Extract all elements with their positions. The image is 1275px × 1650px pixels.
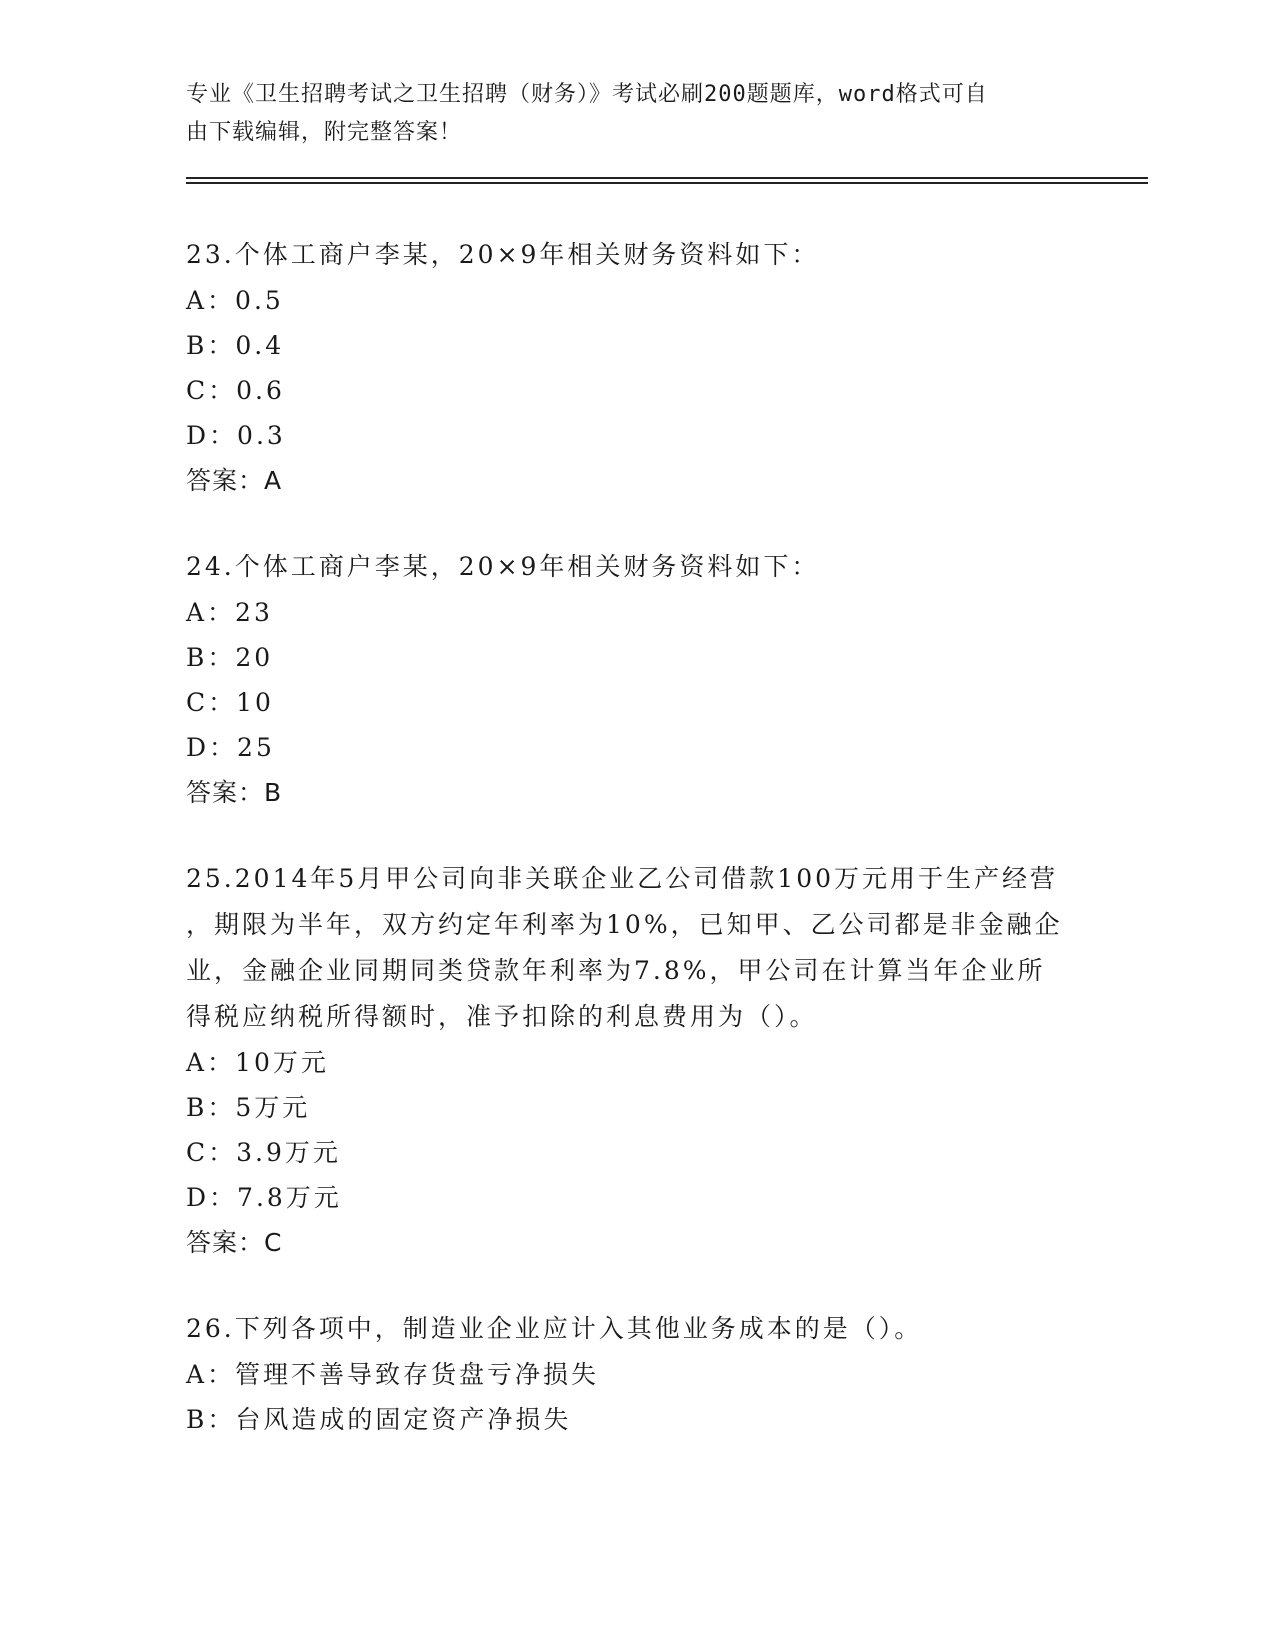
option-b: B：5万元 (186, 1093, 311, 1122)
answer-line: 答案：A (186, 466, 283, 495)
option-a: A：10万元 (186, 1048, 329, 1077)
option-c: C：0.6 (186, 376, 285, 405)
question-stem: 24.个体工商户李某，20×9年相关财务资料如下： (186, 552, 820, 581)
header-line-1: 专业《卫生招聘考试之卫生招聘（财务）》考试必刷200题题库，word格式可自 (186, 82, 988, 107)
question-25 (186, 856, 1086, 1266)
answer-line: 答案：B (186, 778, 283, 807)
header-line-2: 由下载编辑，附完整答案！ (186, 120, 463, 145)
option-c: C：3.9万元 (186, 1138, 341, 1167)
document-header (186, 76, 1066, 152)
option-b: B：0.4 (186, 331, 285, 360)
option-b: B：20 (186, 643, 274, 672)
question-stem: 23.个体工商户李某，20×9年相关财务资料如下： (186, 240, 820, 269)
question-23 (186, 232, 1086, 504)
question-stem: 26.下列各项中，制造业企业应计入其他业务成本的是（）。 (186, 1314, 923, 1343)
option-d: D：25 (186, 733, 275, 762)
question-stem-line-3: 业，金融企业同期同类贷款年利率为7.8%，甲公司在计算当年企业所 (186, 956, 1046, 985)
option-a: A：0.5 (186, 286, 284, 315)
header-divider-top (186, 177, 1148, 179)
question-26 (186, 1306, 1086, 1442)
option-d: D：0.3 (186, 421, 286, 450)
option-c: C：10 (186, 688, 274, 717)
question-stem-line-4: 得税应纳税所得额时，准予扣除的利息费用为（）。 (186, 1002, 818, 1031)
question-list (186, 232, 1086, 1482)
option-a: A：23 (186, 598, 273, 627)
option-d: D：7.8万元 (186, 1183, 342, 1212)
question-24 (186, 544, 1086, 816)
question-stem-line-2: ，期限为半年，双方约定年利率为10%，已知甲、乙公司都是非金融企 (186, 910, 1063, 939)
option-b: B：台风造成的固定资产净损失 (186, 1405, 572, 1434)
answer-line: 答案：C (186, 1228, 283, 1257)
option-a: A：管理不善导致存货盘亏净损失 (186, 1360, 600, 1389)
question-stem-line-1: 25.2014年5月甲公司向非关联企业乙公司借款100万元用于生产经营 (186, 864, 1059, 893)
header-divider-bottom (186, 182, 1148, 184)
